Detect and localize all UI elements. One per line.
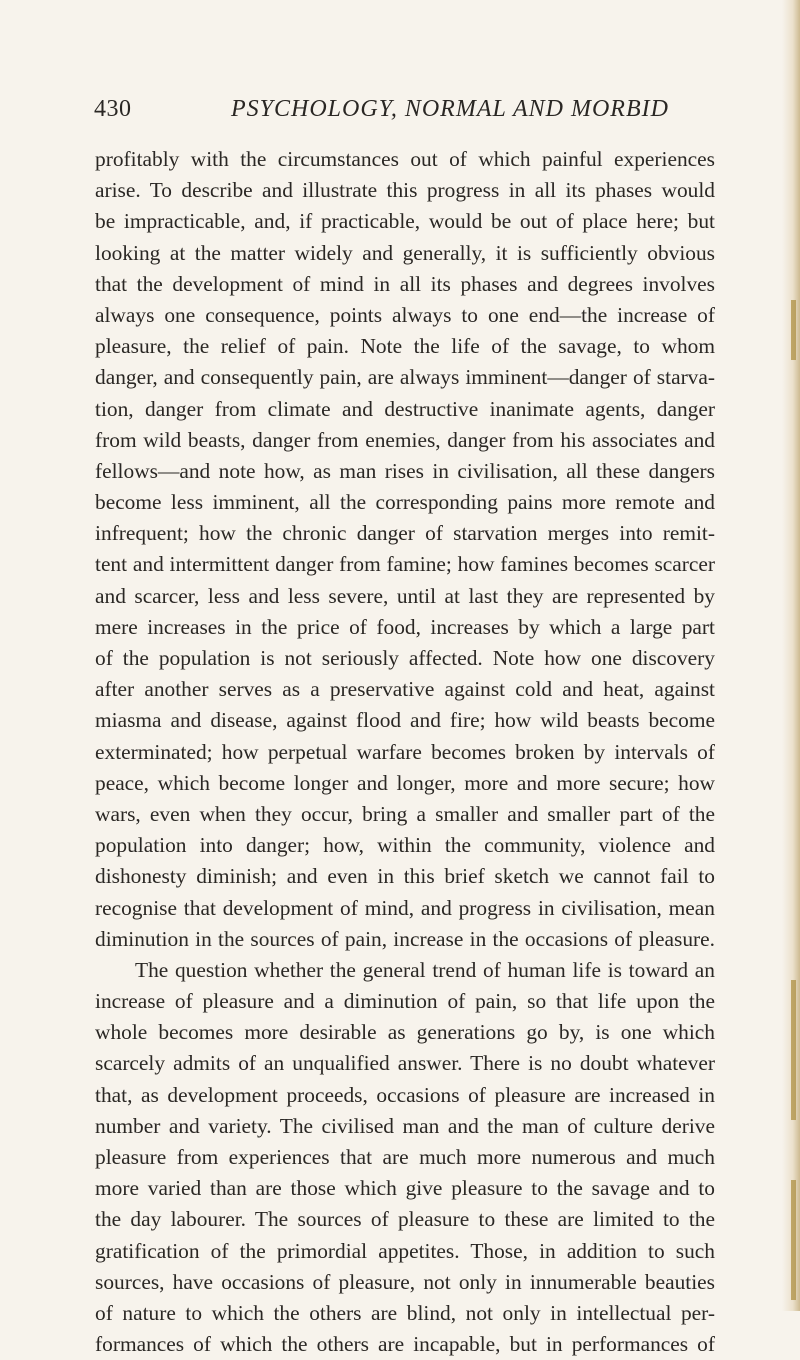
text-line: scarcely admits of an unqualified answer. There is no doubt whatever <box>95 1051 715 1076</box>
running-title: PSYCHOLOGY, NORMAL AND MORBID <box>231 96 669 122</box>
text-line: become less imminent, all the corresponding pains more remote and <box>95 490 715 515</box>
text-line: peace, which become longer and longer, more and more secure; how <box>95 770 715 795</box>
text-line: profitably with the circumstances out of which painful experiences <box>95 147 715 171</box>
text-line: that the development of mind in all its phases and degrees involves <box>95 271 715 296</box>
page-edge-mark <box>791 1180 796 1300</box>
text-line: pleasure from experiences that are much more numerous and much <box>95 1145 715 1169</box>
text-line: fellows—and note how, as man rises in civilisation, all these dangers <box>95 458 715 483</box>
text-line: wars, even when they occur, bring a smaller and smaller part of the <box>95 801 715 826</box>
text-line: increase of pleasure and a diminution of pain, so that life upon the <box>95 989 715 1014</box>
text-line: after another serves as a preservative against cold and heat, against <box>95 677 715 702</box>
text-line: The question whether the general trend of human life is toward an <box>135 957 715 982</box>
text-line: always one consequence, points always to one end—the increase of <box>95 302 715 327</box>
text-line: tent and intermittent danger from famine; how famines becomes scarcer <box>95 552 715 577</box>
text-line: infrequent; how the chronic danger of starvation merges into remit- <box>95 521 715 546</box>
body-text <box>95 144 715 1360</box>
text-line: looking at the matter widely and generally, it is sufficiently obvious <box>95 240 715 265</box>
page-number: 430 <box>94 96 132 122</box>
text-line: and scarcer, less and less severe, until at last they are represented by <box>95 583 715 608</box>
text-line: mere increases in the price of food, increases by which a large part <box>95 614 715 639</box>
text-line: miasma and disease, against flood and fire; how wild beasts become <box>95 708 715 733</box>
text-line: from wild beasts, danger from enemies, danger from his associates and <box>95 427 715 452</box>
text-line: formances of which the others are incapable, but in performances of <box>95 1332 715 1357</box>
text-line: population into danger; how, within the community, violence and <box>95 833 715 858</box>
text-line: of nature to which the others are blind, not only in intellectual per- <box>95 1300 715 1325</box>
text-line: recognise that development of mind, and progress in civilisation, mean <box>95 895 715 920</box>
text-line: be impracticable, and, if practicable, would be out of place here; but <box>95 209 715 234</box>
text-line: danger, and consequently pain, are always imminent—danger of starva- <box>95 365 715 390</box>
text-line: gratification of the primordial appetites. Those, in addition to such <box>95 1238 715 1263</box>
text-line: more varied than are those which give pleasure to the savage and to <box>95 1176 715 1201</box>
text-line: of the population is not seriously affected. Note how one discovery <box>95 646 715 670</box>
text-line: exterminated; how perpetual warfare becomes broken by intervals of <box>95 739 715 764</box>
text-line: arise. To describe and illustrate this progress in all its phases would <box>95 178 715 203</box>
text-line: number and variety. The civilised man and the man of culture derive <box>95 1113 715 1138</box>
text-line: the day labourer. The sources of pleasure to these are limited to the <box>95 1207 715 1232</box>
page-header <box>94 96 714 136</box>
text-line: pleasure, the relief of pain. Note the life of the savage, to whom <box>95 334 715 359</box>
page-edge-mark <box>791 300 796 360</box>
text-line: diminution in the sources of pain, increase in the occasions of pleasure. <box>95 926 715 951</box>
text-line: whole becomes more desirable as generations go by, is one which <box>95 1020 715 1045</box>
text-line: that, as development proceeds, occasions of pleasure are increased in <box>95 1082 715 1107</box>
text-line: sources, have occasions of pleasure, not only in innumerable beauties <box>95 1269 715 1294</box>
text-line: tion, danger from climate and destructive inanimate agents, danger <box>95 396 715 421</box>
page-edge-mark <box>791 980 796 1120</box>
text-line: dishonesty diminish; and even in this brief sketch we cannot fail to <box>95 864 715 889</box>
